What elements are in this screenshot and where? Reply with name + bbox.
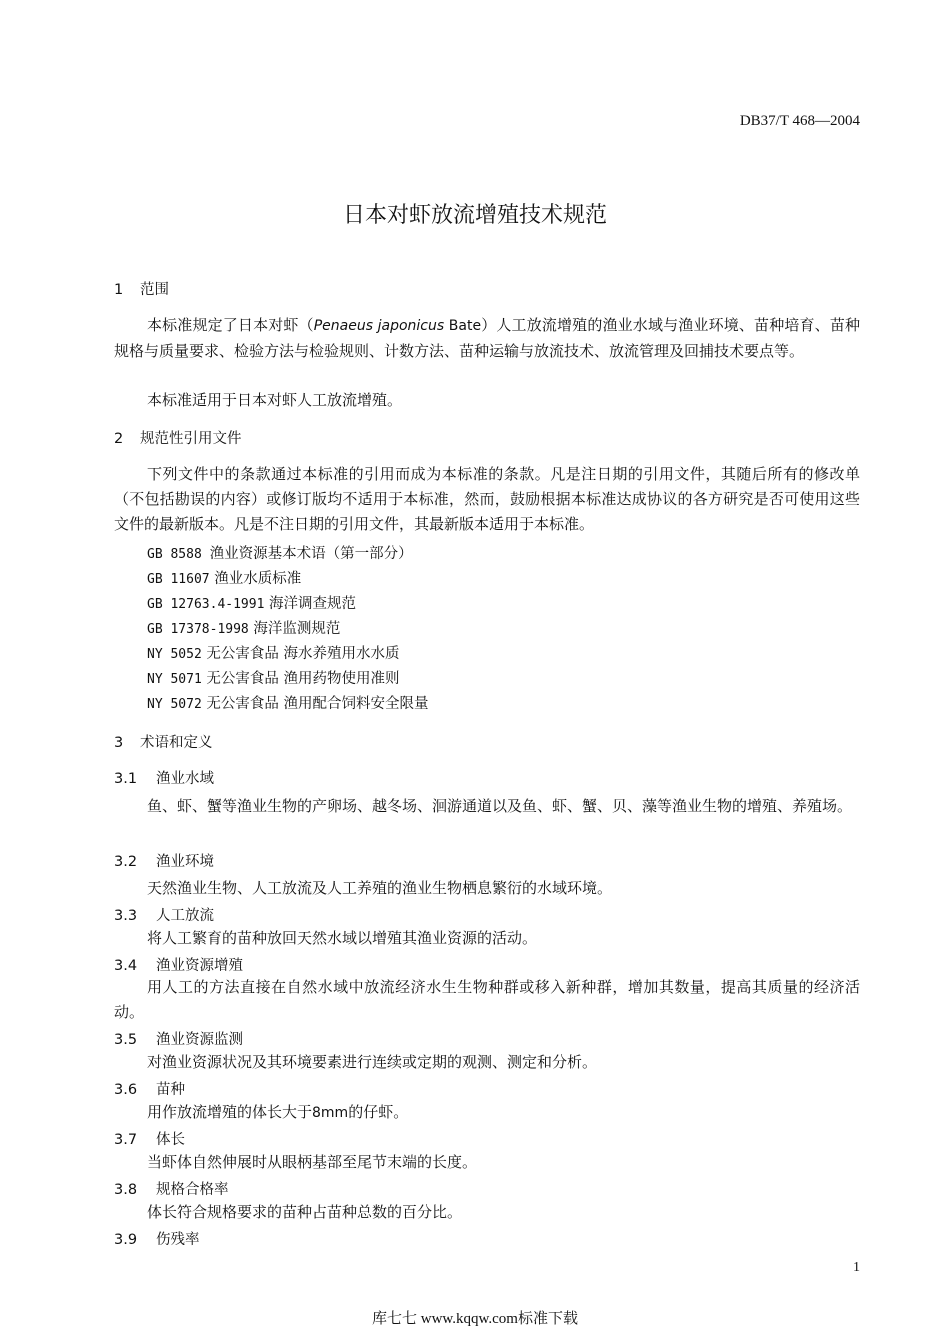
reference-name: 无公害食品 渔用药物使用准则: [201, 671, 400, 687]
term-heading: [114, 1128, 185, 1149]
term-number: 3.7: [114, 1132, 138, 1148]
document-title: 日本对虾放流增殖技术规范: [342, 203, 607, 228]
term-heading: [114, 954, 243, 975]
term-heading: [114, 767, 214, 788]
term-number: 3.2: [114, 854, 138, 870]
term-name: 渔业资源增殖: [156, 958, 243, 974]
reference-item: [147, 592, 356, 613]
term-number: 3.6: [114, 1082, 138, 1098]
term-name: 人工放流: [156, 908, 214, 924]
reference-code: GB 11607: [147, 572, 210, 587]
section-2-paragraph-1: 下列文件中的条款通过本标准的引用而成为本标准的条款。凡是注日期的引用文件，其随后所有的修改单（不包括勘误的内容）或修订版均不适用于本标准，然而，鼓励根据本标准达成协议的各方研究是否可使用这些文件的最新版本。凡是不注日期的引用文件，其最新版本适用于本标准。: [114, 465, 860, 533]
term-definition: 体长符合规格要求的苗种占苗种总数的百分比。: [147, 1203, 463, 1221]
term-heading: [114, 850, 214, 871]
term-name: 规格合格率: [156, 1182, 229, 1198]
reference-code: GB 17378-1998: [147, 622, 249, 637]
section-title: 术语和定义: [140, 735, 213, 751]
term-definition: 用人工的方法直接在自然水域中放流经济水生生物种群或移入新种群，增加其数量，提高其质量的经济活动。: [114, 978, 860, 1021]
reference-name: 海洋监测规范: [248, 621, 341, 637]
reference-code: GB 8588: [147, 547, 210, 562]
text-run: 本标准规定了日本对虾（: [147, 316, 314, 334]
reference-name: 海洋调查规范: [264, 596, 357, 612]
reference-name: 无公害食品 海水养殖用水水质: [201, 646, 400, 662]
reference-name: 渔业水质标准: [209, 571, 302, 587]
text-run: 用作放流增殖的体长大于: [147, 1103, 313, 1121]
length-value: 8mm: [312, 1105, 349, 1121]
scientific-name: Penaeus japonicus: [313, 318, 445, 334]
section-title: 规范性引用文件: [140, 431, 242, 447]
reference-item: [147, 542, 413, 563]
reference-item: [147, 692, 429, 713]
term-number: 3.3: [114, 908, 138, 924]
term-heading: [114, 1228, 200, 1249]
term-number: 3.9: [114, 1232, 138, 1248]
reference-code: GB 12763.4-1991: [147, 597, 265, 612]
text-run: 的仔虾。: [348, 1103, 409, 1121]
term-number: 3.5: [114, 1032, 138, 1048]
section-1-paragraph-2: 本标准适用于日本对虾人工放流增殖。: [147, 391, 403, 409]
term-definition: 天然渔业生物、人工放流及人工养殖的渔业生物栖息繁衍的水域环境。: [147, 879, 613, 897]
section-1-heading: [114, 278, 169, 299]
reference-code: NY 5052: [147, 647, 202, 662]
section-1-paragraph-1: [114, 313, 860, 364]
term-definition: [114, 1100, 860, 1126]
term-name: 伤残率: [156, 1232, 200, 1248]
term-name: 渔业水域: [156, 771, 214, 787]
reference-item: [147, 667, 400, 688]
term-heading: [114, 1078, 185, 1099]
section-number: 2: [114, 431, 124, 447]
term-definition: 当虾体自然伸展时从眼柄基部至尾节末端的长度。: [147, 1153, 478, 1171]
page-number: 1: [853, 1260, 860, 1275]
section-number: 1: [114, 282, 124, 298]
term-definition: 鱼、虾、蟹等渔业生物的产卵场、越冬场、洄游通道以及鱼、虾、蟹、贝、藻等渔业生物的增殖、养殖场。: [147, 797, 853, 815]
reference-code: NY 5071: [147, 672, 202, 687]
reference-item: [147, 617, 340, 638]
term-number: 3.4: [114, 958, 138, 974]
term-heading: [114, 904, 214, 925]
section-title: 范围: [140, 282, 169, 298]
reference-code: NY 5072: [147, 697, 202, 712]
author-name: Bate: [444, 318, 482, 334]
section-3-heading: [114, 731, 213, 752]
reference-name: 无公害食品 渔用配合饲料安全限量: [201, 696, 429, 712]
reference-item: [147, 567, 301, 588]
section-2-heading: [114, 427, 242, 448]
term-name: 渔业环境: [156, 854, 214, 870]
text-run: ）人工放流增殖的渔业水域与渔业环境、苗种培育、苗种规格与质量要求、检验方法与检验规则、计数方法、苗种运输与放流技术、放流管理及回捕技术要点等。: [114, 316, 860, 360]
standard-code: DB37/T 468—2004: [739, 113, 860, 129]
footer-watermark: 库七七 www.kqqw.com标准下载: [372, 1311, 578, 1327]
term-name: 苗种: [156, 1082, 185, 1098]
reference-name: 渔业资源基本术语（第一部分）: [209, 546, 413, 562]
term-definition: 对渔业资源状况及其环境要素进行连续或定期的观测、测定和分析。: [147, 1053, 598, 1071]
term-heading: [114, 1028, 243, 1049]
section-number: 3: [114, 735, 124, 751]
term-name: 体长: [156, 1132, 185, 1148]
term-name: 渔业资源监测: [156, 1032, 243, 1048]
term-number: 3.8: [114, 1182, 138, 1198]
term-heading: [114, 1178, 229, 1199]
term-number: 3.1: [114, 771, 138, 787]
reference-item: [147, 642, 400, 663]
term-definition: 将人工繁育的苗种放回天然水域以增殖其渔业资源的活动。: [147, 929, 538, 947]
